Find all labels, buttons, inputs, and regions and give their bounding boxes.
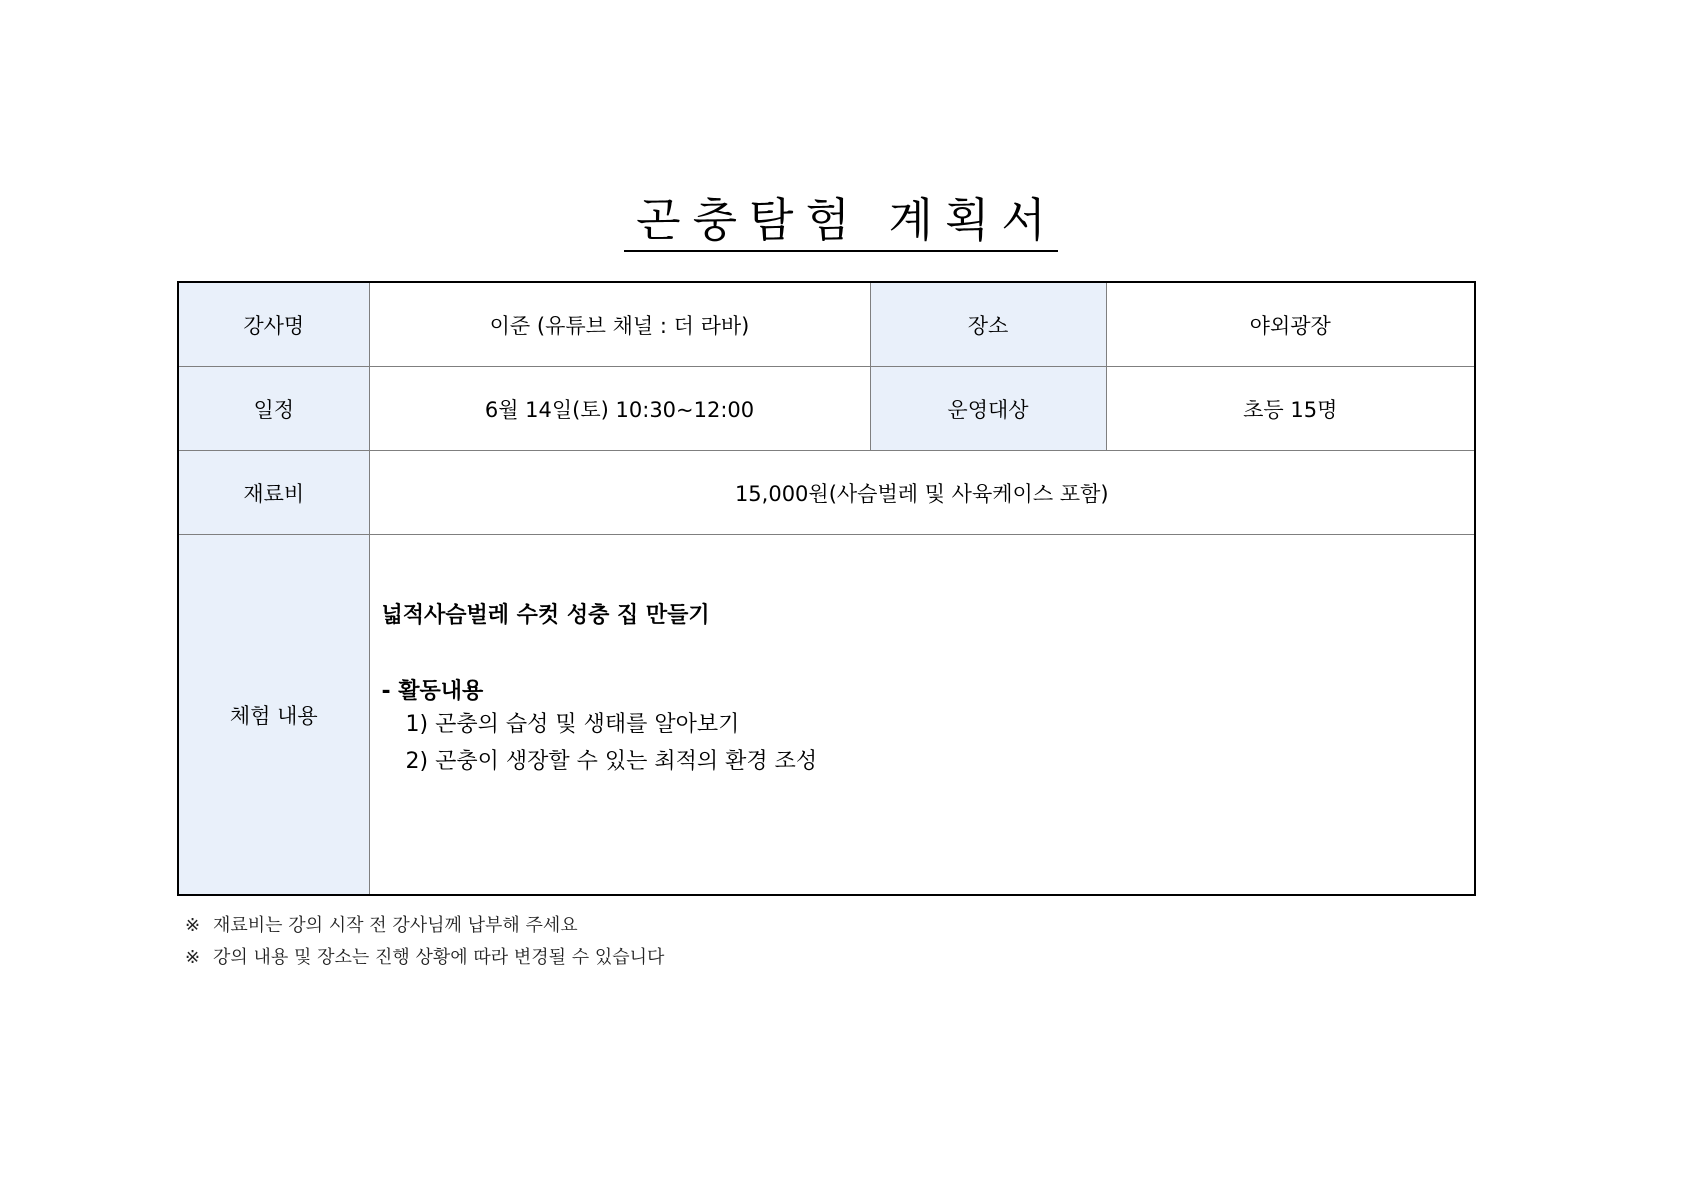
- note-item: [185, 910, 664, 942]
- activity-item: 1) 곤충의 습성 및 생태를 알아보기: [405, 712, 740, 737]
- experience-content: [369, 535, 1475, 896]
- table-row-experience: [178, 535, 1475, 896]
- table-row-schedule: [178, 367, 1475, 451]
- place-value: 야외광장: [1106, 282, 1475, 367]
- instructor-label: 강사명: [178, 282, 369, 367]
- activity-subheading: - 활동내용: [381, 679, 484, 704]
- place-label: 장소: [870, 282, 1106, 367]
- target-label: 운영대상: [870, 367, 1106, 451]
- fee-value: 15,000원(사슴벌레 및 사육케이스 포함): [369, 451, 1475, 535]
- reference-mark-icon: ※: [185, 947, 201, 968]
- target-value: 초등 15명: [1106, 367, 1475, 451]
- document-title-text: 곤충탐험 계획서: [624, 192, 1058, 252]
- fee-label: 재료비: [178, 451, 369, 535]
- document-title: [0, 192, 1682, 252]
- experience-label: 체험 내용: [178, 535, 369, 896]
- experience-heading: 넓적사슴벌레 수컷 성충 집 만들기: [381, 603, 710, 628]
- note-text: 재료비는 강의 시작 전 강사님께 납부해 주세요: [213, 915, 578, 936]
- table-row-fee: [178, 451, 1475, 535]
- reference-mark-icon: ※: [185, 915, 201, 936]
- schedule-label: 일정: [178, 367, 369, 451]
- activity-item: 2) 곤충이 생장할 수 있는 최적의 환경 조성: [405, 749, 818, 774]
- table-row-instructor: [178, 282, 1475, 367]
- schedule-value: 6월 14일(토) 10:30~12:00: [369, 367, 870, 451]
- note-text: 강의 내용 및 장소는 진행 상황에 따라 변경될 수 있습니다: [213, 947, 665, 968]
- note-item: [185, 942, 664, 974]
- plan-table: [177, 281, 1476, 896]
- notes: [185, 910, 664, 974]
- instructor-value: 이준 (유튜브 채널 : 더 라바): [369, 282, 870, 367]
